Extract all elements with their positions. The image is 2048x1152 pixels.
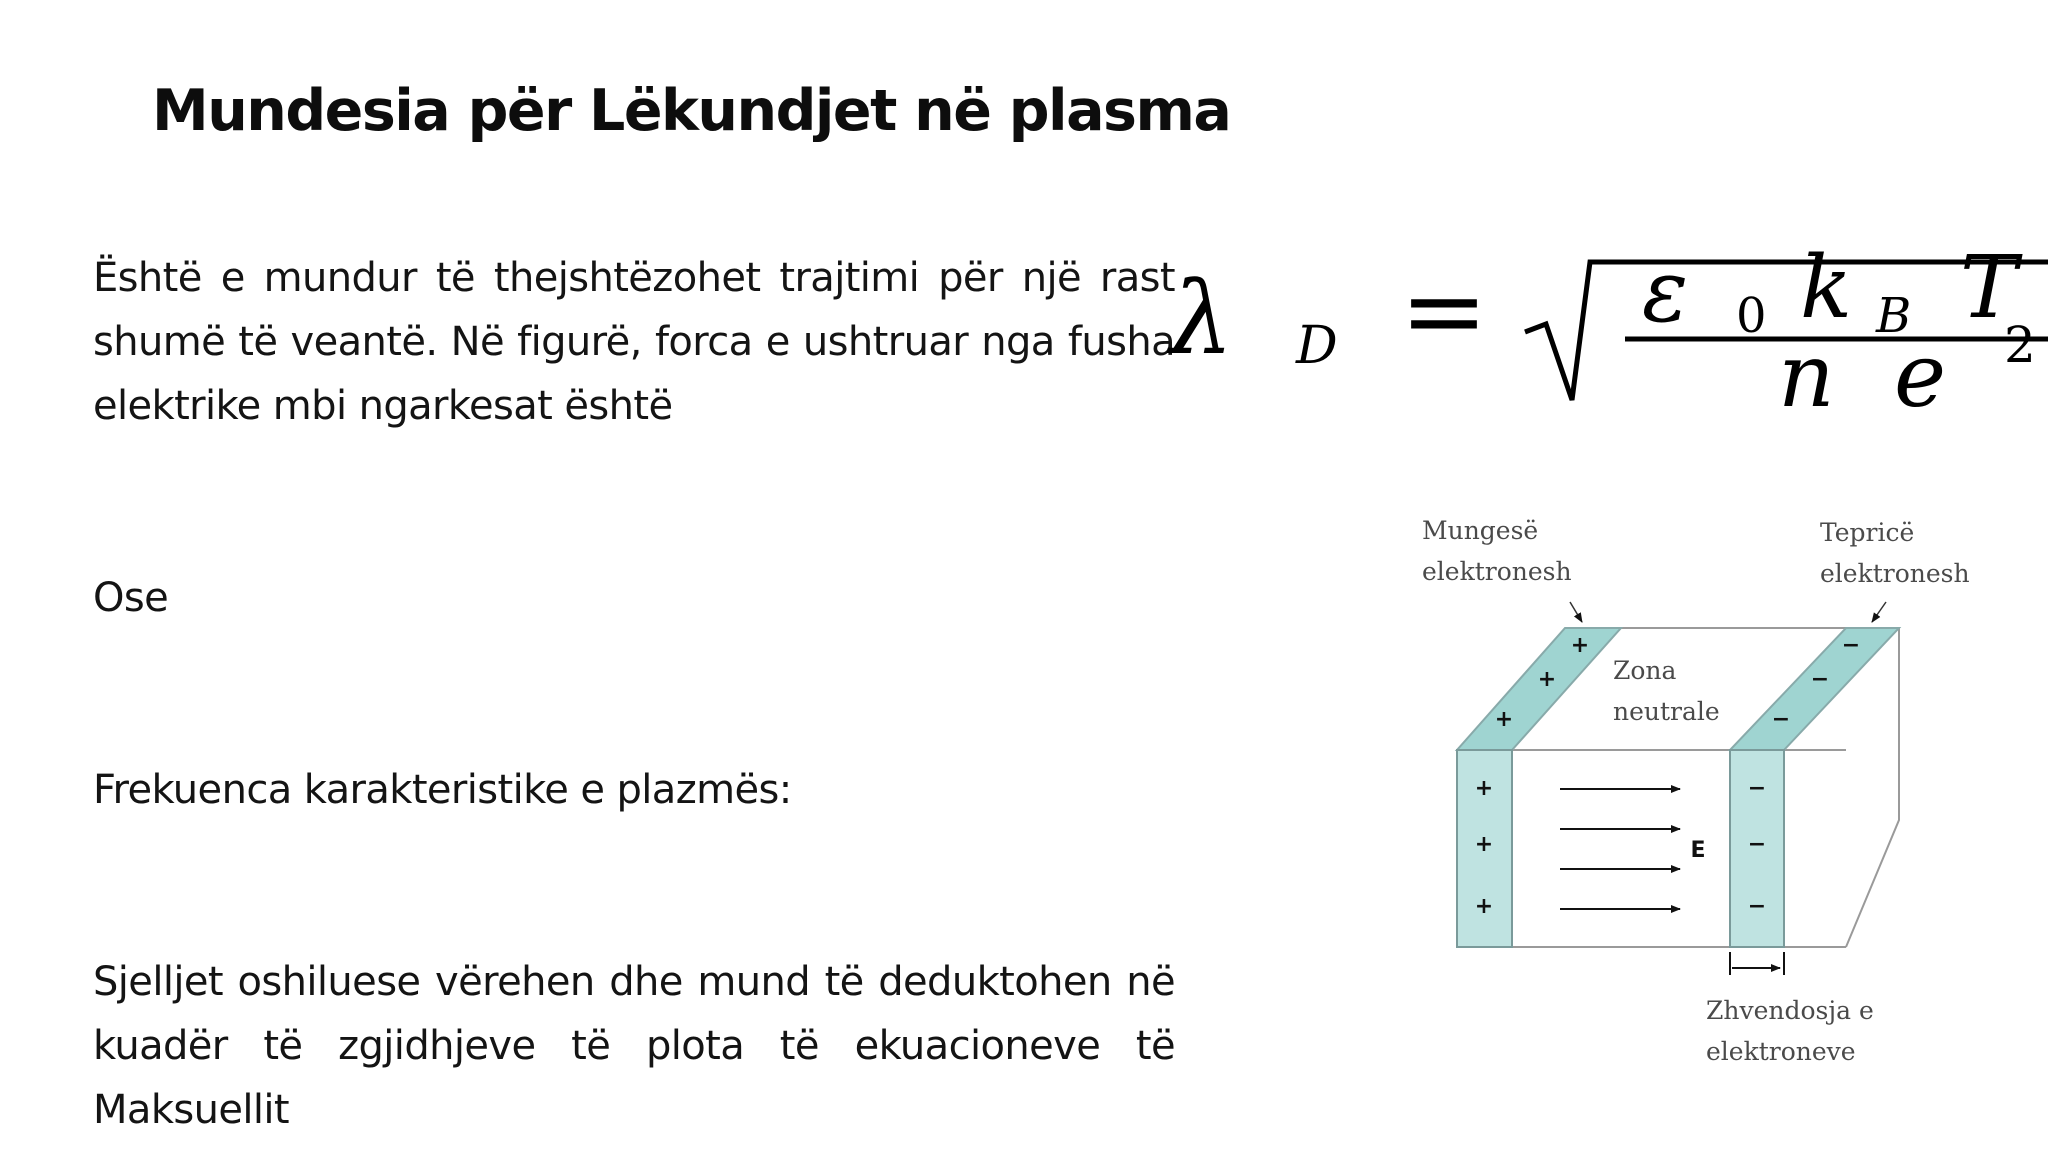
label-electron-deficit: Mungesë elektronesh [1422,516,1572,586]
formula-epsilon-subscript: 0 [1736,288,1767,344]
plus-sign: + [1474,894,1494,919]
label-electron-excess: Tepricë elektronesh [1820,518,1970,588]
formula-epsilon: ε [1642,242,1689,342]
plus-sign: + [1474,832,1494,857]
plus-sign: + [1537,667,1557,692]
paragraph-simplification: Është e mundur të thejshtëzohet trajtimi për një rast shumë të veantë. Në figurë, forca e ushtruar nga fusha elektrike mbi ngarkesat është [93,255,1175,429]
label-neutral-zone: Zona neutrale [1613,656,1720,726]
formula-n: n [1778,324,1835,427]
electric-field-arrows [1560,789,1680,909]
formula-k-subscript: B [1876,288,1912,344]
plus-sign: + [1474,776,1494,801]
plasma-slab-figure [1400,510,2000,1070]
formula-T: T [1960,238,2018,338]
formula-lambda-subscript: D [1296,316,1338,376]
right-label-pointer [1872,602,1886,622]
minus-sign: − [1771,707,1791,732]
slide-title: Mundesia për Lëkundjet në plasma [152,78,1231,144]
minus-sign: − [1747,776,1767,801]
minus-sign: − [1810,667,1830,692]
minus-sign: − [1841,633,1861,658]
formula-k: k [1800,238,1853,338]
plus-sign: + [1570,633,1590,658]
formula-exponent: 2 [2004,316,2036,374]
formula-e: e [1894,324,1947,427]
paragraph-maxwell: Sjelljet oshiluese vërehen dhe mund të deduktohen në kuadër të zgjidhjeve të plota të ekuacioneve të Maksuellit [93,959,1175,1133]
formula-lambda: λ [1170,260,1234,377]
label-electron-displacement: Zhvendosja e elektroneve [1706,996,1874,1066]
plus-sign: + [1494,707,1514,732]
plasma-slab-diagram [1400,510,2000,1070]
minus-sign: − [1747,894,1767,919]
field-label-E: E [1690,838,1706,863]
paragraph-plasma-frequency: Frekuenca karakteristike e plazmës: [93,767,792,813]
displacement-marker [1730,952,1784,975]
minus-sign: − [1747,832,1767,857]
formula-equals: = [1400,250,1488,372]
paragraph-ose: Ose [93,575,169,621]
debye-length-formula [1170,238,2048,427]
left-label-pointer [1570,602,1582,622]
